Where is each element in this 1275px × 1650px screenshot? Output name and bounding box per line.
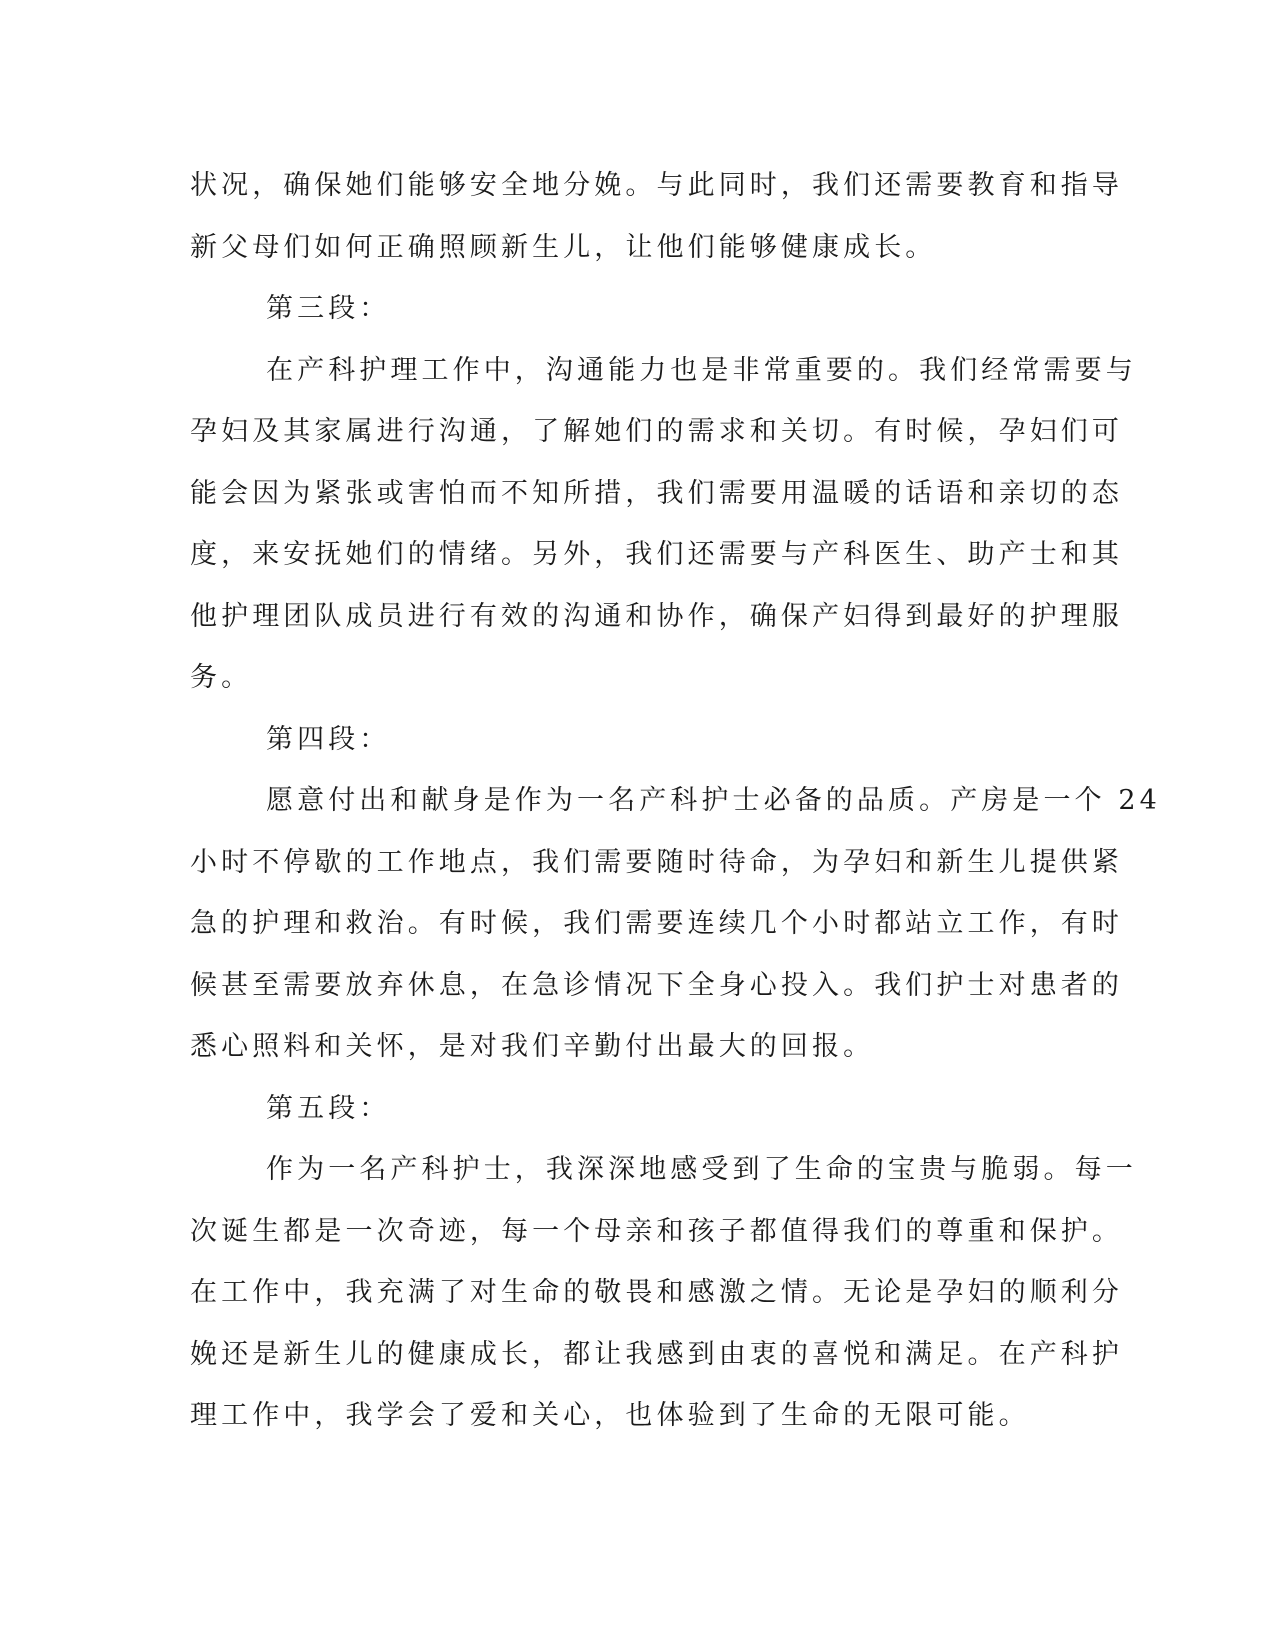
text-line: 候甚至需要放弃休息，在急诊情况下全身心投入。我们护士对患者的 xyxy=(190,969,1123,1001)
section-heading-5: 第五段： xyxy=(266,1092,391,1124)
text-line: 愿意付出和献身是作为一名产科护士必备的品质。产房是一个 24 xyxy=(266,785,1161,816)
text-line: 他护理团队成员进行有效的沟通和协作，确保产妇得到最好的护理服 xyxy=(190,600,1123,632)
text-line: 孕妇及其家属进行沟通，了解她们的需求和关切。有时候，孕妇们可 xyxy=(190,416,1123,447)
text-line: 状况，确保她们能够安全地分娩。与此同时，我们还需要教育和指导 xyxy=(190,170,1123,201)
text-line: 作为一名产科护士，我深深地感受到了生命的宝贵与脆弱。每一 xyxy=(266,1154,1137,1185)
section-heading-4: 第四段： xyxy=(266,723,391,755)
text-line: 新父母们如何正确照顾新生儿，让他们能够健康成长。 xyxy=(190,231,937,263)
text-line: 在产科护理工作中，沟通能力也是非常重要的。我们经常需要与 xyxy=(266,354,1137,386)
text-line: 在工作中，我充满了对生命的敬畏和感激之情。无论是孕妇的顺利分 xyxy=(190,1277,1123,1308)
text-line: 务。 xyxy=(190,662,253,693)
text-line: 娩还是新生儿的健康成长，都让我感到由衷的喜悦和满足。在产科护 xyxy=(190,1338,1123,1370)
text-line: 急的护理和救治。有时候，我们需要连续几个小时都站立工作，有时 xyxy=(190,908,1123,939)
text-line: 悉心照料和关怀，是对我们辛勤付出最大的回报。 xyxy=(190,1031,875,1062)
text-line: 能会因为紧张或害怕而不知所措，我们需要用温暖的话语和亲切的态 xyxy=(190,477,1123,509)
document-body xyxy=(190,155,1161,1447)
text-line: 度，来安抚她们的情绪。另外，我们还需要与产科医生、助产士和其 xyxy=(190,539,1123,570)
text-line: 小时不停歇的工作地点，我们需要随时待命，为孕妇和新生儿提供紧 xyxy=(190,846,1123,878)
section-heading-3: 第三段： xyxy=(266,293,391,324)
text-line: 次诞生都是一次奇迹，每一个母亲和孩子都值得我们的尊重和保护。 xyxy=(190,1215,1123,1247)
text-line: 理工作中，我学会了爱和关心，也体验到了生命的无限可能。 xyxy=(190,1400,1030,1431)
